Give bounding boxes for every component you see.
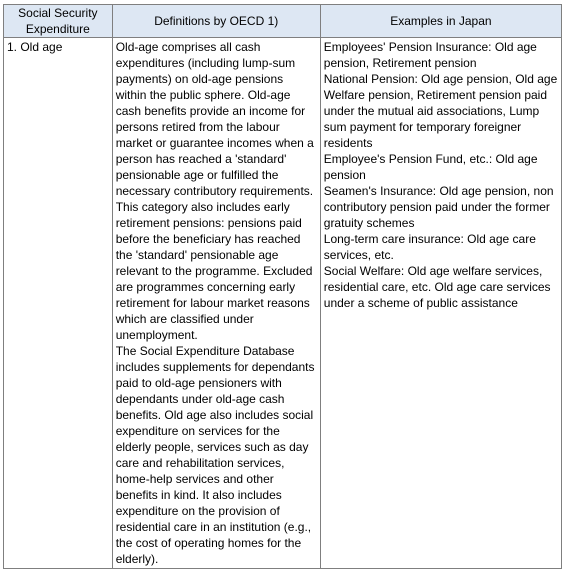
header-expenditure: Social Security Expenditure (4, 5, 113, 38)
social-security-table (3, 4, 562, 569)
category-cell: 1. Old age (4, 38, 113, 569)
example-item: National Pension: Old age pension, Old age Welfare pension, Retirement pension paid under the mutual aid associations, Lump sum payment for temporary foreigner residents (323, 72, 558, 150)
example-item: Employees' Pension Insurance: Old age pension, Retirement pension (323, 40, 537, 70)
example-item: Social Welfare: Old age welfare services, residential care, etc. Old age care services under a scheme of public assistance (323, 264, 551, 310)
definition-paragraph: Old-age comprises all cash expenditures (including lump-sum payments) on old-age pensions within the public sphere. Old-age cash benefits provide an income for persons retired from the labour market or guarantee incomes when a person has reached a 'standard' pensionable age or fulfilled the necessary contributory requirements. This category also includes early retirement pensions: pensions paid before the beneficiary has reached the 'standard' pensionable age relevant to the programme. Excluded are programmes concerning early retirement for labour market reasons which are classified under unemployment. (115, 40, 314, 342)
example-item: Seamen's Insurance: Old age pension, non contributory pension paid under the former gratuity schemes (323, 184, 554, 230)
example-item: Long-term care insurance: Old age care services, etc. (323, 232, 536, 262)
examples-cell (320, 38, 561, 569)
definition-paragraph: The Social Expenditure Database includes supplements for dependants paid to old-age pensioners with dependants under old-age cash benefits. Old age also includes social expenditure on services for the elderly people, services such as day care and rehabilitation services, home-help services and other benefits in kind. It also includes expenditure on the provision of residential care in an institution (e.g., the cost of operating homes for the elderly). (115, 344, 315, 566)
table-container (3, 4, 562, 569)
header-definitions: Definitions by OECD 1) (112, 5, 320, 38)
definition-cell (112, 38, 320, 569)
table-row (4, 38, 562, 569)
table-header-row (4, 5, 562, 38)
header-examples: Examples in Japan (320, 5, 561, 38)
example-item: Employee's Pension Fund, etc.: Old age pension (323, 152, 538, 182)
